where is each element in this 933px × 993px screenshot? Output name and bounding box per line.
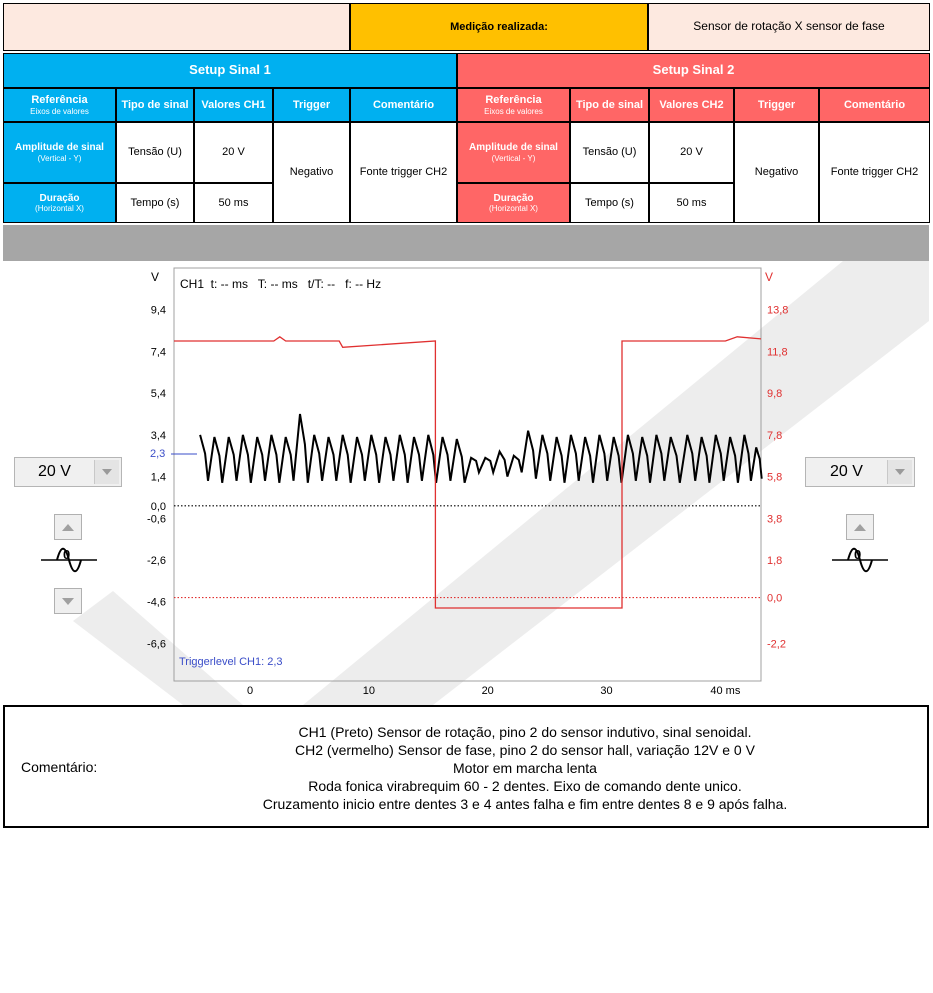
comment-line: CH1 (Preto) Sensor de rotação, pino 2 do sensor indutivo, sinal senoidal. (298, 724, 752, 740)
ch1-zero-label: 0 (63, 547, 71, 562)
comment-lines (205, 723, 845, 813)
x-tick-label: 20 (481, 685, 494, 697)
setup1-row1-label-sub: (Vertical - Y) (37, 153, 82, 163)
setup1-trigger: Negativo (273, 122, 350, 223)
setup2-title: Setup Sinal 2 (457, 53, 930, 88)
setup1-row2-tipo: Tempo (s) (116, 183, 194, 223)
setup2-row2-label-main: Duração (493, 192, 534, 204)
setup1-row2-label-sub: (Horizontal X) (35, 204, 84, 214)
header-left-blank (3, 3, 350, 51)
setup2-col-comentario: Comentário (819, 88, 930, 122)
setup2-col-ref-sub: Eixos de valores (484, 106, 543, 116)
left-tick-label: 7,4 (150, 346, 166, 359)
setup1-col-tipo: Tipo de sinal (116, 88, 194, 122)
right-tick-label: 0,0 (767, 592, 783, 605)
setup2-row1-label-main: Amplitude de sinal (469, 142, 558, 154)
setup2-col-ref-label: Referência (485, 94, 542, 107)
comment-line: Cruzamento inicio entre dentes 3 e 4 antes falha e fim entre dentes 8 e 9 após falha. (262, 796, 788, 812)
setup2-col-ref (457, 88, 570, 122)
x-tick-label: 0 (246, 685, 254, 697)
left-tick-label: -6,6 (147, 638, 166, 651)
setup1-row2-label-main: Duração (39, 192, 80, 204)
left-tick-label: 5,4 (150, 388, 166, 401)
left-tick-label: -0,6 (147, 513, 166, 526)
scope-panel (3, 261, 929, 705)
comment-line: Roda fonica virabrequim 60 - 2 dentes. Eixo de comando dente unico. (308, 778, 742, 794)
setup1-col-ref-label: Referência (31, 94, 88, 107)
setup1-row2-label (3, 183, 116, 223)
left-tick-label: 3,4 (150, 429, 166, 442)
right-tick-label: 9,8 (767, 388, 783, 401)
left-tick-label: 1,4 (150, 471, 166, 484)
setup2-col-trigger: Trigger (734, 88, 819, 122)
ch2-range-value: 20 V (830, 463, 863, 480)
setup2-comentario: Fonte trigger CH2 (819, 122, 930, 223)
setup2-row2-label-sub: (Horizontal X) (489, 204, 538, 214)
trigger-marker-label: 2,3 (150, 448, 166, 460)
ch1-range-value: 20 V (38, 463, 71, 480)
setup1-title: Setup Sinal 1 (3, 53, 457, 88)
setup1-row1-label (3, 122, 116, 183)
measurement-label: Medição realizada: (350, 3, 648, 51)
right-tick-label: 5,8 (767, 471, 783, 484)
setup1-row1-label-main: Amplitude de sinal (15, 142, 104, 154)
comment-label: Comentário: (21, 759, 98, 775)
right-tick-label: 11,8 (767, 346, 788, 359)
setup1-col-valores: Valores CH1 (194, 88, 273, 122)
measurement-value: Sensor de rotação X sensor de fase (648, 3, 930, 51)
x-tick-label: 10 (362, 685, 375, 697)
setup2-col-valores: Valores CH2 (649, 88, 734, 122)
setup2-row1-valor: 20 V (649, 122, 734, 183)
setup2-row1-label (457, 122, 570, 183)
right-unit-label: V (765, 270, 774, 284)
setup1-row2-valor: 50 ms (194, 183, 273, 223)
setup2-row1-tipo: Tensão (U) (570, 122, 649, 183)
setup2-trigger: Negativo (734, 122, 819, 223)
setup1-col-ref (3, 88, 116, 122)
ch2-zero-label: 0 (854, 547, 862, 562)
comment-box (3, 705, 929, 828)
setup1-col-trigger: Trigger (273, 88, 350, 122)
setup2-row1-label-sub: (Vertical - Y) (491, 153, 536, 163)
comment-line: Motor em marcha lenta (453, 760, 597, 776)
ch1-rotation-signal-line (200, 414, 762, 483)
left-tick-label: 0,0 (150, 500, 166, 513)
right-tick-label: 3,8 (767, 513, 783, 526)
setup1-col-comentario: Comentário (350, 88, 457, 122)
left-tick-label: -4,6 (147, 596, 166, 609)
setup2-row2-valor: 50 ms (649, 183, 734, 223)
setup1-col-ref-sub: Eixos de valores (30, 106, 89, 116)
scope-readout: CH1 t: -- ms T: -- ms t/T: -- f: -- Hz (180, 277, 382, 291)
x-tick-label: 30 (600, 685, 613, 697)
separator-bar (3, 225, 929, 261)
setup1-row1-valor: 20 V (194, 122, 273, 183)
trigger-level-label: Triggerlevel CH1: 2,3 (179, 656, 283, 668)
setup1-comentario: Fonte trigger CH2 (350, 122, 457, 223)
setup1-row1-tipo: Tensão (U) (116, 122, 194, 183)
right-tick-label: -2,2 (767, 638, 786, 651)
setup2-row2-tipo: Tempo (s) (570, 183, 649, 223)
left-tick-label: -2,6 (147, 555, 166, 568)
scope-chart (3, 261, 929, 705)
left-unit-label: V (151, 270, 160, 284)
setup2-row2-label (457, 183, 570, 223)
right-tick-label: 1,8 (767, 555, 783, 568)
setup2-col-tipo: Tipo de sinal (570, 88, 649, 122)
x-tick-label: 40 ms (710, 685, 741, 697)
left-tick-label: 9,4 (150, 304, 166, 317)
right-tick-label: 13,8 (767, 304, 789, 317)
comment-line: CH2 (vermelho) Sensor de fase, pino 2 do sensor hall, variação 12V e 0 V (295, 742, 755, 758)
right-tick-label: 7,8 (767, 429, 783, 442)
